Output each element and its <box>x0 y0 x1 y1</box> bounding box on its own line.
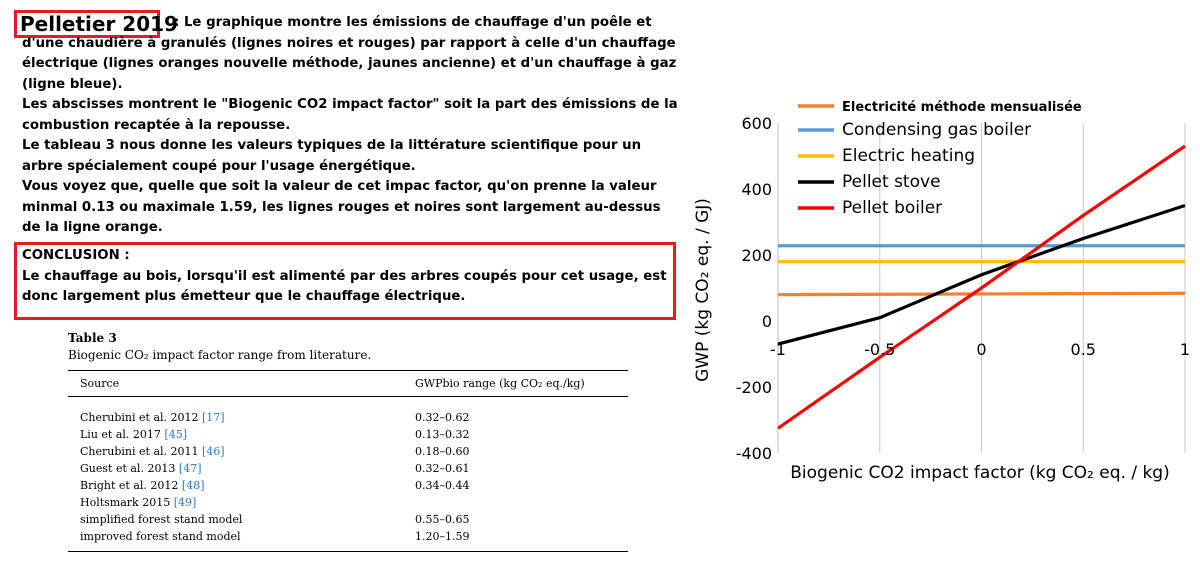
reference-link[interactable]: [48] <box>178 479 205 492</box>
table-cell-range: 0.18–0.60 <box>415 445 470 458</box>
reference-link[interactable]: [45] <box>160 428 187 441</box>
table-cell-range: 0.32–0.62 <box>415 411 470 424</box>
table-header-source: Source <box>80 377 120 390</box>
x-axis-label: Biogenic CO2 impact factor (kg CO₂ eq. / kg) <box>790 463 1170 483</box>
source-name: Cherubini et al. 2011 <box>80 445 199 458</box>
x-tick-label: 1 <box>1179 340 1191 359</box>
y-tick-label: 400 <box>741 180 772 199</box>
table-title: Table 3 <box>68 331 117 345</box>
y-tick-label: -200 <box>735 378 772 397</box>
intro-paragraph-2: Les abscisses montrent le "Biogenic CO2 impact factor" soit la part des émissions de la combustion recaptée à la repousse. <box>22 97 678 133</box>
legend-label: Electricité méthode mensualisée <box>842 100 1082 115</box>
intro-paragraph-1: : Le graphique montre les émissions de chauffage d'un poêle et d'une chaudière à granulés (lignes noires et rouges) par rapport à celle d'un chauffage électrique (lignes oranges nouvelle méthode, jaunes ancienne) et d'un chauffage à gaz (ligne bleue). <box>22 15 677 92</box>
series-line <box>778 293 1185 294</box>
table-cell-range: 0.55–0.65 <box>415 513 470 526</box>
x-tick-label: 0.5 <box>1070 340 1096 359</box>
table-caption: Biogenic CO₂ impact factor range from literature. <box>68 348 372 362</box>
source-name: Liu et al. 2017 <box>80 428 161 441</box>
y-tick-label: 600 <box>741 114 772 133</box>
conclusion-body: Le chauffage au bois, lorsqu'il est alimenté par des arbres coupés pour cet usage, est donc largement plus émetteur que le chauffage électrique. <box>22 268 667 304</box>
source-name: Guest et al. 2013 <box>80 462 176 475</box>
y-axis-label: GWP (kg CO₂ eq. / GJ) <box>693 198 713 382</box>
reference-link[interactable]: [49] <box>170 496 197 509</box>
page-title: Pelletier 2019 <box>20 12 178 36</box>
source-name: simplified forest stand model <box>80 513 243 526</box>
table-cell-range: 0.32–0.61 <box>415 462 470 475</box>
x-tick-label: 0 <box>976 340 987 359</box>
intro-paragraph-4: Vous voyez que, quelle que soit la valeur de cet impac factor, qu'on prenne la valeur minmal 0.13 ou maximale 1.59, les lignes rouges et noires sont largement au-dessus de la ligne orange. <box>22 179 661 235</box>
legend-label: Pellet boiler <box>842 198 943 218</box>
reference-link[interactable]: [46] <box>198 445 225 458</box>
source-name: Holtsmark 2015 <box>80 496 171 509</box>
x-tick-label: -1 <box>770 340 786 359</box>
y-tick-label: -400 <box>735 444 772 463</box>
y-tick-label: 200 <box>741 246 772 265</box>
intro-paragraph-3: Le tableau 3 nous donne les valeurs typiques de la littérature scientifique pour un arbre spécialement coupé pour l'usage énergétique. <box>22 138 642 174</box>
legend-label: Electric heating <box>842 146 976 166</box>
source-name: Bright et al. 2012 <box>80 479 179 492</box>
x-tick-label: -0.5 <box>864 340 896 359</box>
table-cell-range: 1.20–1.59 <box>415 530 470 543</box>
legend-label: Pellet stove <box>842 172 941 192</box>
legend-label: Condensing gas boiler <box>842 120 1032 140</box>
table-cell-range: 0.34–0.44 <box>415 479 470 492</box>
y-tick-label: 0 <box>761 312 772 331</box>
reference-link[interactable]: [17] <box>198 411 225 424</box>
table-cell-range: 0.13–0.32 <box>415 428 470 441</box>
source-name: Cherubini et al. 2012 <box>80 411 199 424</box>
conclusion-heading: CONCLUSION : <box>22 248 130 263</box>
reference-link[interactable]: [47] <box>175 462 202 475</box>
source-name: improved forest stand model <box>80 530 241 543</box>
table-header-range: GWPbio range (kg CO₂ eq./kg) <box>415 377 585 390</box>
